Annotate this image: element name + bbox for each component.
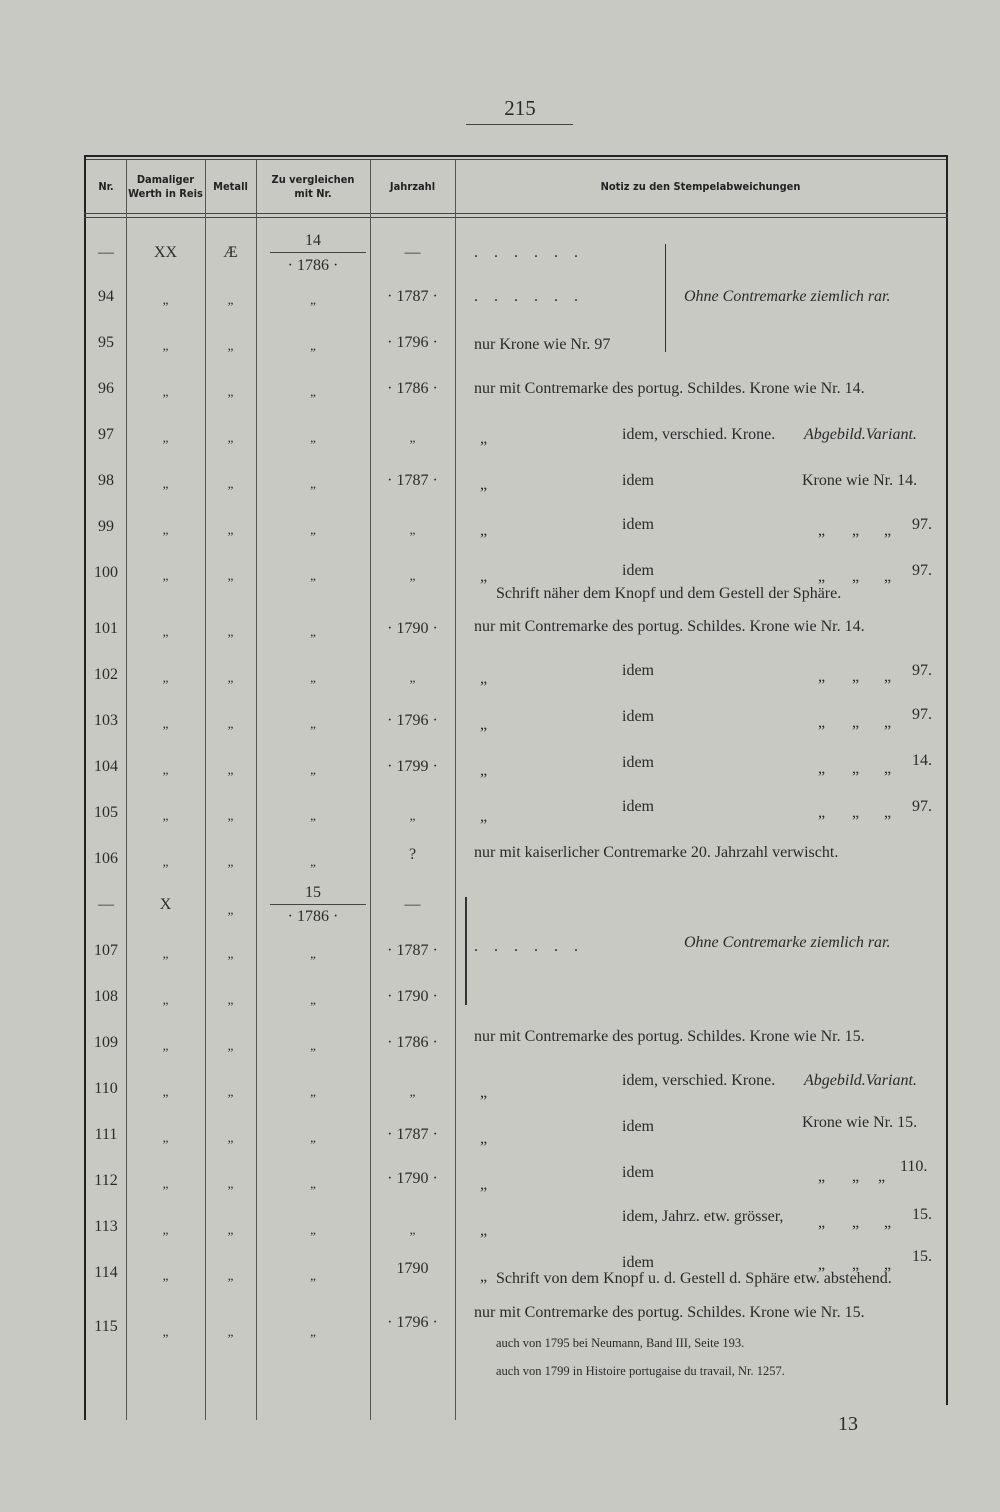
ditto-mark: „	[227, 1324, 234, 1339]
row-jahr: · 1790 ·	[387, 1170, 438, 1187]
row-nr: 100	[94, 564, 118, 581]
ditto-mark: „	[162, 1176, 169, 1191]
ditto-mark: „	[227, 430, 234, 445]
ditto-mark: „	[310, 1324, 316, 1339]
ditto-mark: „	[884, 1256, 892, 1273]
ditto-mark: „	[310, 430, 316, 445]
row-subnote: auch von 1799 in Histoire portugaise du travail, Nr. 1257.	[496, 1364, 785, 1378]
row-note: idem	[622, 1118, 654, 1135]
column-divider	[455, 160, 456, 1420]
row-note: nur mit Contremarke des portug. Schildes. Krone wie Nr. 14.	[474, 380, 865, 397]
row-note: Krone wie Nr. 15.	[802, 1114, 918, 1131]
row-jahr: 1790	[396, 1260, 429, 1277]
ditto-mark: „	[162, 1268, 169, 1283]
row-note: idem, Jahrz. etw. grösser,	[622, 1208, 784, 1225]
ditto-mark: „	[162, 624, 169, 639]
ditto-mark: „	[162, 568, 169, 583]
ditto-mark: „	[162, 476, 169, 491]
ditto-mark: „	[852, 522, 860, 539]
footer-number: 13	[838, 1413, 858, 1435]
ditto-mark: „	[310, 808, 316, 823]
ditto-mark: „	[227, 902, 234, 917]
row-nr: 104	[94, 758, 118, 775]
dots: . . . . . .	[474, 938, 584, 955]
row-note: idem	[622, 708, 654, 725]
header-metall: Metall	[213, 179, 248, 193]
ditto-mark: „	[227, 338, 234, 353]
ditto-mark: „	[310, 624, 316, 639]
row-jahr: · 1790 ·	[387, 988, 438, 1005]
row-nr: 111	[94, 1126, 118, 1143]
ditto-mark: „	[310, 522, 316, 537]
ref-number: 14.	[912, 752, 932, 769]
ditto-mark: „	[227, 716, 234, 731]
ditto-mark: „	[852, 804, 860, 821]
row-nr: 113	[94, 1218, 118, 1235]
ditto-mark: „	[409, 1222, 416, 1237]
ref-number: 97.	[912, 662, 932, 679]
ditto-mark: „	[162, 1084, 169, 1099]
ditto-mark: „	[884, 668, 892, 685]
row-nr: 106	[94, 850, 118, 867]
ditto-mark: „	[480, 1222, 488, 1239]
ditto-mark: „	[227, 384, 234, 399]
header-vergleich: Zu vergleichen mit Nr.	[271, 172, 355, 200]
ditto-mark: „	[852, 1214, 860, 1231]
row-nr: 107	[94, 942, 118, 959]
header-nr: Nr.	[98, 179, 114, 193]
brace-note: Ohne Contremarke ziemlich rar.	[684, 288, 891, 305]
row-nr: 114	[94, 1264, 118, 1281]
row-nr: 99	[98, 518, 114, 535]
ditto-mark: „	[162, 854, 169, 869]
row-nr: —	[98, 896, 114, 913]
ditto-mark: „	[409, 670, 416, 685]
row-nr: 97	[98, 426, 114, 443]
header-wert: Damaliger Werth in Reis	[128, 172, 203, 200]
ditto-mark: „	[227, 522, 234, 537]
ditto-mark: „	[310, 384, 316, 399]
ditto-mark: „	[818, 1214, 826, 1231]
ditto-mark: „	[310, 292, 316, 307]
page-number-rule	[466, 124, 573, 125]
ditto-mark: „	[310, 946, 316, 961]
row-nr: 101	[94, 620, 118, 637]
ditto-mark: „	[162, 430, 169, 445]
compare-top: 15	[305, 884, 321, 901]
row-nr: 96	[98, 380, 114, 397]
ditto-mark: „	[852, 760, 860, 777]
ditto-mark: „	[162, 1324, 169, 1339]
ditto-mark: „	[310, 854, 316, 869]
ditto-mark: „	[884, 760, 892, 777]
ditto-mark: „	[227, 1130, 234, 1145]
compare-bottom: · 1786 ·	[287, 257, 339, 274]
ditto-mark: „	[310, 716, 316, 731]
table-frame-right	[946, 155, 948, 1405]
ditto-mark: „	[227, 854, 234, 869]
ref-number: 110.	[900, 1158, 928, 1175]
ditto-mark: „	[227, 1268, 234, 1283]
ditto-mark: „	[227, 670, 234, 685]
ditto-mark: „	[227, 624, 234, 639]
row-wert: X	[159, 896, 172, 913]
ditto-mark: „	[852, 714, 860, 731]
row-note: idem	[622, 472, 654, 489]
ditto-mark: „	[162, 762, 169, 777]
ditto-mark: „	[409, 430, 416, 445]
ditto-mark: „	[310, 1176, 316, 1191]
ditto-mark: „	[310, 762, 316, 777]
ditto-mark: „	[878, 1168, 886, 1185]
ditto-mark: „	[480, 670, 488, 687]
fraction-line	[270, 252, 366, 253]
row-jahr: · 1790 ·	[387, 620, 438, 637]
ditto-mark: „	[227, 476, 234, 491]
ditto-mark: „	[310, 1268, 316, 1283]
ditto-mark: „	[162, 808, 169, 823]
ditto-mark: „	[480, 522, 488, 539]
ditto-mark: „	[852, 1168, 860, 1185]
ditto-mark: „	[162, 1038, 169, 1053]
ditto-mark: „	[480, 568, 488, 585]
row-jahr: · 1799 ·	[387, 758, 438, 775]
ditto-mark: „	[884, 714, 892, 731]
row-nr: 105	[94, 804, 118, 821]
row-jahr: —	[404, 244, 421, 261]
ditto-mark: „	[227, 1084, 234, 1099]
ditto-mark: „	[818, 668, 826, 685]
row-nr: 110	[94, 1080, 118, 1097]
ditto-mark: „	[310, 992, 316, 1007]
ditto-mark: „	[310, 1222, 316, 1237]
ditto-mark: „	[884, 522, 892, 539]
row-nr: 108	[94, 988, 118, 1005]
row-note: idem	[622, 798, 654, 815]
ditto-mark: „	[310, 1038, 316, 1053]
ditto-mark: „	[480, 430, 488, 447]
ditto-mark: „	[818, 760, 826, 777]
ref-number: 15.	[912, 1248, 932, 1265]
table-frame-top	[84, 155, 948, 157]
ditto-mark: „	[480, 716, 488, 733]
row-note: nur mit Contremarke des portug. Schildes. Krone wie Nr. 14.	[474, 618, 865, 635]
fraction-line	[270, 904, 366, 905]
ditto-mark: „	[852, 668, 860, 685]
ditto-mark: „	[480, 1176, 488, 1193]
ditto-mark: „	[162, 992, 169, 1007]
row-jahr: · 1787 ·	[387, 942, 438, 959]
ref-number: 97.	[912, 706, 932, 723]
ditto-mark: „	[409, 522, 416, 537]
ditto-mark: „	[480, 476, 488, 493]
ditto-mark: „	[227, 808, 234, 823]
ditto-mark: „	[480, 1084, 488, 1101]
brace	[658, 244, 666, 352]
ditto-mark: „	[884, 568, 892, 585]
ditto-mark: „	[310, 476, 316, 491]
ditto-mark: „	[852, 1256, 860, 1273]
row-note-italic: Abgebild.Variant.	[804, 426, 917, 443]
row-note: Krone wie Nr. 14.	[802, 472, 918, 489]
row-jahr: · 1796 ·	[387, 1314, 438, 1331]
ref-number: 97.	[912, 798, 932, 815]
row-nr: 109	[94, 1034, 118, 1051]
ditto-mark: „	[310, 568, 316, 583]
brace-note: Ohne Contremarke ziemlich rar.	[684, 934, 891, 951]
row-nr: —	[98, 244, 114, 261]
row-jahr: ?	[408, 846, 417, 863]
ditto-mark: „	[227, 1222, 234, 1237]
row-note: idem	[622, 562, 654, 579]
row-note: nur mit Contremarke des portug. Schildes. Krone wie Nr. 15.	[474, 1304, 865, 1321]
ditto-mark: „	[227, 292, 234, 307]
compare-bottom: · 1786 ·	[287, 908, 339, 925]
row-jahr: · 1787 ·	[387, 472, 438, 489]
row-nr: 103	[94, 712, 118, 729]
ditto-mark: „	[409, 808, 416, 823]
row-nr: 102	[94, 666, 118, 683]
ditto-mark: „	[162, 670, 169, 685]
ref-number: 97.	[912, 516, 932, 533]
ditto-mark: „	[162, 292, 169, 307]
row-wert: XX	[153, 244, 178, 261]
dots: . . . . . .	[474, 244, 584, 261]
row-note: idem	[622, 754, 654, 771]
ditto-mark: „	[818, 714, 826, 731]
row-note: idem, verschied. Krone.	[622, 426, 776, 443]
row-jahr: · 1786 ·	[387, 1034, 438, 1051]
row-note: nur mit Contremarke des portug. Schildes. Krone wie Nr. 15.	[474, 1028, 865, 1045]
ref-number: 97.	[912, 562, 932, 579]
ditto-mark: „	[162, 338, 169, 353]
page-number: 215	[504, 96, 536, 120]
ditto-mark: „	[409, 1084, 416, 1099]
ditto-mark: „	[162, 946, 169, 961]
row-note: idem	[622, 662, 654, 679]
row-jahr: · 1796 ·	[387, 334, 438, 351]
row-note: idem, verschied. Krone.	[622, 1072, 776, 1089]
row-subnote: auch von 1795 bei Neumann, Band III, Seite 193.	[496, 1336, 745, 1350]
row-note: idem	[622, 516, 654, 533]
ditto-mark: „	[227, 946, 234, 961]
compare-top: 14	[305, 232, 321, 249]
header-rule-inner	[84, 217, 948, 218]
ditto-mark: „	[818, 1168, 826, 1185]
row-jahr: · 1796 ·	[387, 712, 438, 729]
ditto-mark: „	[818, 1256, 826, 1273]
ditto-mark: „	[227, 762, 234, 777]
header-jahrzahl: Jahrzahl	[389, 179, 436, 193]
header-rule	[84, 213, 948, 214]
row-nr: 94	[98, 288, 114, 305]
row-note-extra: Schrift näher dem Knopf und dem Gestell der Sphäre.	[496, 585, 842, 602]
row-nr: 95	[98, 334, 114, 351]
row-jahr: —	[404, 896, 421, 913]
ditto-mark: „	[162, 1222, 169, 1237]
ditto-mark: „	[227, 1176, 234, 1191]
ditto-mark: „	[884, 1214, 892, 1231]
row-jahr: · 1786 ·	[387, 380, 438, 397]
ref-number: 15.	[912, 1206, 932, 1223]
ditto-mark: „	[852, 568, 860, 585]
ditto-mark: „	[162, 716, 169, 731]
dots: . . . . . .	[474, 288, 584, 305]
row-note-extra: Schrift von dem Knopf u. d. Gestell d. Sphäre etw. abstehend.	[496, 1270, 892, 1287]
ditto-mark: „	[818, 804, 826, 821]
ditto-mark: „	[409, 568, 416, 583]
row-note: idem	[622, 1164, 654, 1181]
ditto-mark: „	[480, 808, 488, 825]
row-note: idem	[622, 1254, 654, 1271]
header-notiz: Notiz zu den Stempelabweichungen	[600, 179, 801, 193]
row-jahr: · 1787 ·	[387, 288, 438, 305]
ditto-mark: „	[162, 1130, 169, 1145]
ditto-mark: „	[162, 522, 169, 537]
row-note-italic: Abgebild.Variant.	[804, 1072, 917, 1089]
row-note: nur Krone wie Nr. 97	[474, 336, 611, 353]
ditto-mark: „	[480, 1268, 488, 1285]
ditto-mark: „	[480, 762, 488, 779]
row-nr: 115	[94, 1318, 118, 1335]
ditto-mark: „	[480, 1130, 488, 1147]
ditto-mark: „	[310, 670, 316, 685]
group-bar	[465, 897, 467, 1005]
row-note: nur mit kaiserlicher Contremarke 20. Jahrzahl verwischt.	[474, 844, 839, 861]
ditto-mark: „	[227, 992, 234, 1007]
ditto-mark: „	[310, 338, 316, 353]
ditto-mark: „	[310, 1084, 316, 1099]
ditto-mark: „	[162, 384, 169, 399]
ditto-mark: „	[227, 568, 234, 583]
row-nr: 112	[94, 1172, 118, 1189]
row-nr: 98	[98, 472, 114, 489]
ditto-mark: „	[818, 568, 826, 585]
ditto-mark: „	[884, 804, 892, 821]
row-metall: Æ	[223, 244, 238, 261]
ditto-mark: „	[227, 1038, 234, 1053]
ditto-mark: „	[818, 522, 826, 539]
ditto-mark: „	[310, 1130, 316, 1145]
row-jahr: · 1787 ·	[387, 1126, 438, 1143]
